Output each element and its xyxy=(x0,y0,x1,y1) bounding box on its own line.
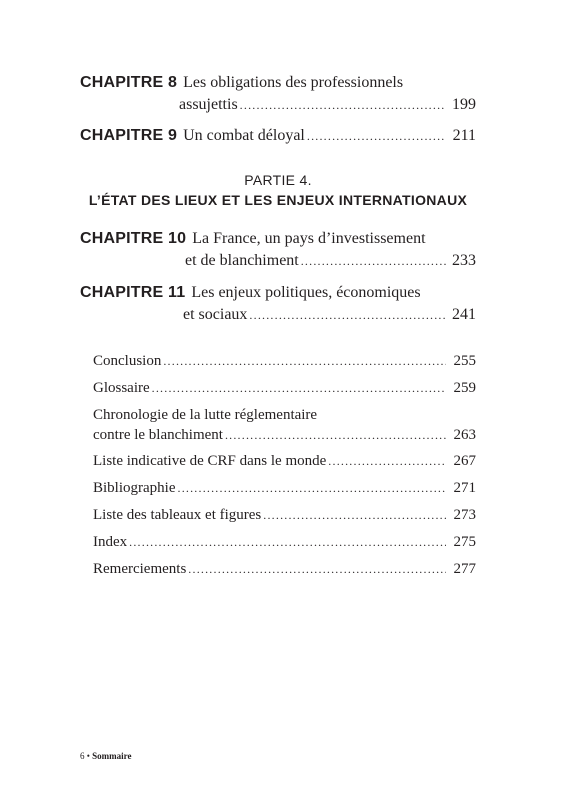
footer-section-title: Sommaire xyxy=(92,751,132,761)
chapter-label: CHAPITRE 8 xyxy=(80,74,178,91)
dot-leader xyxy=(240,94,446,116)
dot-leader xyxy=(225,425,446,445)
toc-entry-tableaux-figures[interactable] xyxy=(93,505,476,525)
dot-leader xyxy=(188,559,446,579)
chapter-title-continued: assujettis xyxy=(179,96,238,113)
toc-entry-chronologie[interactable] xyxy=(93,405,476,445)
page-number: 275 xyxy=(453,534,476,550)
chapter-title: Les obligations des professionnels xyxy=(183,74,404,91)
footer-separator: • xyxy=(86,751,90,761)
dot-leader xyxy=(263,505,446,525)
page-number: 263 xyxy=(453,427,476,443)
page-number: 277 xyxy=(453,561,476,577)
page-number: 267 xyxy=(453,453,476,469)
entry-title: Bibliographie xyxy=(93,480,176,496)
toc-entry-glossaire[interactable] xyxy=(93,378,476,398)
dot-leader xyxy=(301,250,446,272)
page-number: 259 xyxy=(453,380,476,396)
entry-title: Conclusion xyxy=(93,353,162,369)
page-number: 211 xyxy=(452,127,476,144)
toc-entry-bibliographie[interactable] xyxy=(93,478,476,498)
entry-title: Liste des tableaux et figures xyxy=(93,507,262,523)
part-number: PARTIE 4. xyxy=(244,172,312,188)
dot-leader xyxy=(178,478,447,498)
page-number: 241 xyxy=(452,306,476,323)
dot-leader xyxy=(129,532,446,552)
chapter-label: CHAPITRE 9 xyxy=(80,127,178,144)
chapter-label: CHAPITRE 10 xyxy=(80,230,187,247)
chapter-title-continued: et sociaux xyxy=(183,306,248,323)
dot-leader xyxy=(163,351,446,371)
entry-title-continued: contre le blanchiment xyxy=(93,427,223,443)
toc-entry-conclusion[interactable] xyxy=(93,351,476,371)
footer-page-number: 6 xyxy=(80,751,85,761)
page-number: 271 xyxy=(453,480,476,496)
dot-leader xyxy=(152,378,446,398)
dot-leader xyxy=(307,125,446,147)
dot-leader xyxy=(328,451,446,471)
chapter-title-continued: et de blanchiment xyxy=(185,252,299,269)
chapter-title: La France, un pays d’investissement xyxy=(192,230,426,247)
chapter-label: CHAPITRE 11 xyxy=(80,284,186,301)
toc-chapter-9[interactable] xyxy=(80,125,476,147)
dot-leader xyxy=(249,304,446,326)
entry-title: Liste indicative de CRF dans le monde xyxy=(93,453,327,469)
toc-chapter-8[interactable] xyxy=(80,72,476,116)
page-number: 273 xyxy=(453,507,476,523)
toc-chapter-10[interactable] xyxy=(80,228,476,272)
toc-entry-remerciements[interactable] xyxy=(93,559,476,579)
toc-entry-index[interactable] xyxy=(93,532,476,552)
toc-chapter-11[interactable] xyxy=(80,282,476,326)
page-number: 199 xyxy=(452,96,476,113)
page-number: 233 xyxy=(452,252,476,269)
part-heading xyxy=(60,170,496,210)
page-footer xyxy=(80,750,131,762)
toc-entry-liste-crf[interactable] xyxy=(93,451,476,471)
chapter-title: Un combat déloyal xyxy=(183,127,305,144)
chapter-title: Les enjeux politiques, économiques xyxy=(191,284,421,301)
entry-title: Glossaire xyxy=(93,380,150,396)
entry-title: Chronologie de la lutte réglementaire xyxy=(93,407,318,423)
entry-title: Remerciements xyxy=(93,561,187,577)
entry-title: Index xyxy=(93,534,128,550)
page-number: 255 xyxy=(453,353,476,369)
part-title: L’ÉTAT DES LIEUX ET LES ENJEUX INTERNATIONAUX xyxy=(88,192,468,208)
